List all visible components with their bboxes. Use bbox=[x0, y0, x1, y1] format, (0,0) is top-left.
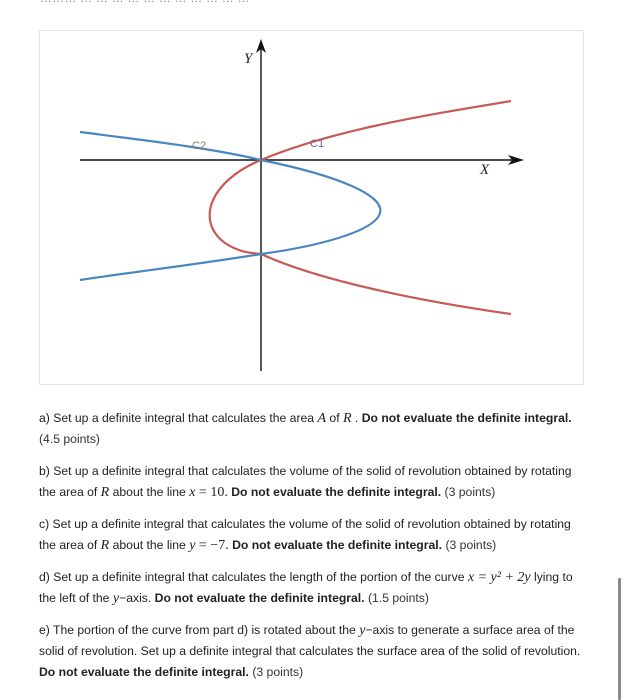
question-b bbox=[39, 461, 589, 503]
var-R: R bbox=[342, 411, 352, 426]
question-e-points: (3 points) bbox=[252, 665, 304, 679]
question-b-mid: about the line bbox=[109, 485, 190, 499]
curve-c2 bbox=[80, 132, 380, 280]
question-c-lead: c) Set up a definite integral that calculates the volume of the solid of revolution obtained by rotating the area of bbox=[39, 517, 571, 552]
question-d-instruction: Do not evaluate the definite integral. bbox=[154, 591, 365, 605]
question-a bbox=[39, 408, 589, 450]
var-A: A bbox=[317, 411, 327, 426]
question-c-instruction: Do not evaluate the definite integral. bbox=[232, 538, 443, 552]
question-b-equation: = 10. bbox=[195, 485, 228, 500]
question-c-points: (3 points) bbox=[445, 538, 497, 552]
graph-svg bbox=[40, 31, 585, 386]
question-a-points: (4.5 points) bbox=[39, 432, 100, 446]
question-e bbox=[39, 620, 589, 683]
question-a-dot: . bbox=[351, 411, 362, 425]
question-d-points: (1.5 points) bbox=[367, 591, 429, 605]
question-b-points: (3 points) bbox=[444, 485, 496, 499]
question-a-instruction: Do not evaluate the definite integral. bbox=[361, 411, 572, 425]
cut-off-header bbox=[0, 0, 624, 18]
question-d-axis: −axis. bbox=[119, 591, 155, 605]
question-b-instruction: Do not evaluate the definite integral. bbox=[231, 485, 442, 499]
x-axis-label: X bbox=[480, 162, 490, 178]
question-list bbox=[39, 408, 589, 694]
curve-c2-label: C2 bbox=[192, 140, 207, 152]
question-a-of: of bbox=[326, 411, 343, 425]
var-x: x bbox=[189, 485, 196, 500]
question-c-mid: about the line bbox=[109, 538, 190, 552]
question-a-lead: a) Set up a definite integral that calculates the area bbox=[39, 411, 318, 425]
y-axis-label: Y bbox=[244, 51, 253, 67]
var-R: R bbox=[100, 538, 110, 553]
var-R: R bbox=[100, 485, 110, 500]
curve-c1 bbox=[210, 101, 511, 314]
cut-off-header-text bbox=[40, 0, 250, 5]
question-d-lying: lying to the left of the bbox=[39, 570, 573, 605]
curve-c1-label: C1 bbox=[310, 138, 325, 150]
graph-figure bbox=[39, 30, 584, 385]
question-e-lead: e) The portion of the curve from part d) is rotated about the bbox=[39, 623, 360, 637]
question-d-lead: d) Set up a definite integral that calculates the length of the portion of the curve bbox=[39, 570, 468, 584]
var-y: y bbox=[189, 538, 196, 553]
var-y: y bbox=[112, 591, 120, 606]
question-b-lead: b) Set up a definite integral that calculates the volume of the solid of revolution obtained by rotating the area of bbox=[39, 464, 572, 499]
curve-equation: x = y² + 2y bbox=[467, 570, 531, 585]
question-c bbox=[39, 514, 589, 556]
question-e-rest: −axis to generate a surface area of the solid of revolution. Set up a definite integral that calculates the surface area of the solid of revolution. bbox=[39, 623, 581, 658]
question-c-equation: = −7. bbox=[195, 538, 229, 553]
var-y: y bbox=[359, 623, 366, 638]
question-e-instruction: Do not evaluate the definite integral. bbox=[39, 665, 249, 679]
scrollbar[interactable] bbox=[618, 578, 621, 700]
question-d bbox=[39, 567, 589, 609]
